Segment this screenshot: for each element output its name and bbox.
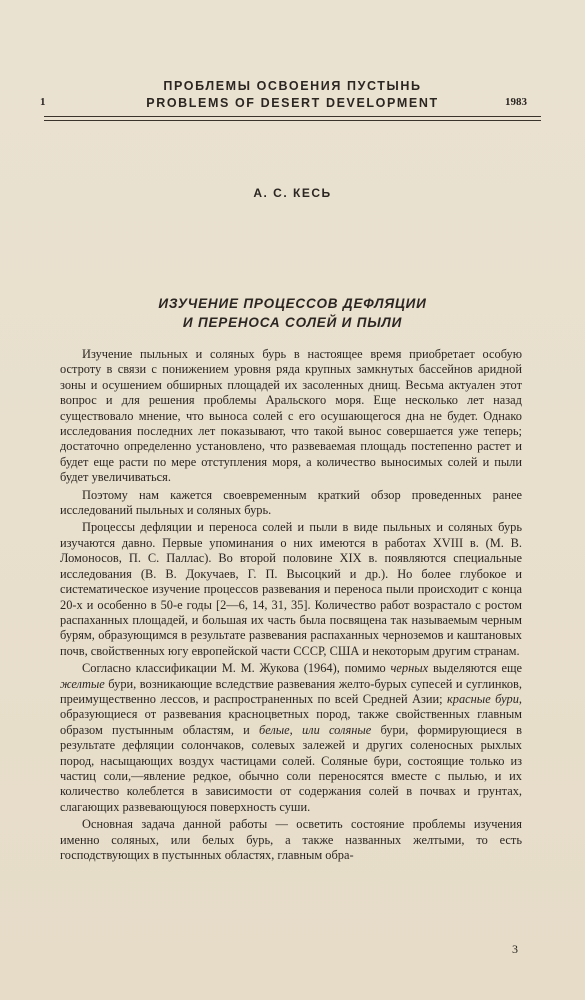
- p4-term-yellow: желтые: [60, 676, 105, 691]
- p4-term-red: красные бури: [446, 691, 519, 706]
- article-body: [60, 347, 522, 863]
- p4-text-g: , образующиеся от развевания красноцветных пород, также свойственных главным образом пустынным областям, и: [60, 691, 522, 737]
- author: А. С. КЕСЬ: [253, 186, 332, 200]
- p4-text-a: Согласно классификации М. М. Жукова (1964), помимо: [82, 661, 391, 676]
- paragraph-5: Основная задача данной работы — осветить состояние проблемы изучения именно соляных, или белых бурь, а также названных желтыми, то есть господствующих в пустынных областях, главным обра-: [60, 817, 522, 862]
- issue-number: 1: [40, 96, 46, 108]
- p4-text-c: выделяются еще: [428, 661, 522, 676]
- p4-text-e: бури, возникающие вследствие развевания желто-бурых супесей и суглинков, преимущественно лессов, и распространенных по всей Средней Азии;: [60, 676, 522, 706]
- article-title-line-1: ИЗУЧЕНИЕ ПРОЦЕССОВ ДЕФЛЯЦИИ: [158, 296, 427, 311]
- journal-title-en: PROBLEMS OF DESERT DEVELOPMENT: [146, 96, 439, 110]
- p4-text-i: бури, формирующиеся в результате дефляции солончаков, солевых залежей и других соленосных рыхлых пород, насыщающих воздух частицами солей. Соляные бури, состоящие только из частиц соли,—явление редкое, обычно соли переносятся вместе с пылью, и их количество колеблется в зависимости от содержания солей в почвах и грунтах, слагающих развевающуюся поверхность суши.: [60, 722, 522, 814]
- journal-title-ru: ПРОБЛЕМЫ ОСВОЕНИЯ ПУСТЫНЬ: [163, 79, 422, 93]
- p4-term-white: белые, или соляные: [258, 722, 372, 737]
- header-rule-thin: [44, 120, 541, 121]
- paragraph-3: Процессы дефляции и переноса солей и пыли в виде пыльных и соляных бурь изучаются давно. Первые упоминания о них имеются в работах XVIII в. (М. В. Ломоносов, П. С. Паллас). Во второй половине XIX в. появляются специальные исследования (В. В. Докучаев, Г. П. Высоцкий и др.). Но более глубокое и систематическое изучение процессов развевания и переноса пыли происходит с конца 20-х и особенно в 50-е годы [2—6, 14, 31, 35]. Количество работ возрастало с ростом распаханных площадей, и большая их часть была посвящена так называемым черным бурям, образующимся в результате развевания распаханных черноземов и каштановых почв, свойственных югу европейской части СССР, США и некоторым другим странам.: [60, 520, 522, 658]
- page-number: 3: [512, 942, 518, 956]
- paragraph-1: Изучение пыльных и соляных бурь в настоящее время приобретает особую остроту в связи с понижением уровня ряда крупных замкнутых бассейнов аридной зоны и осушением обширных площадей их засоленных днищ. Весьма актуален этот вопрос и для решения проблемы Аральского моря. Еще несколько лет назад существовало мнение, что выноса солей с его осушающегося дна не будет. Однако исследования последних лет показывают, что такой вынос совершается уже теперь; достаточно определенно установлено, что развеваемая площадь постепенно растет и будет еще расти по мере отступления моря, а количество выносимых солей и пыли будет увеличиваться.: [60, 347, 522, 485]
- article-title-line-2: И ПЕРЕНОСА СОЛЕЙ И ПЫЛИ: [182, 315, 403, 330]
- paragraph-4: [60, 661, 522, 815]
- p4-term-black: черных: [390, 661, 429, 676]
- paragraph-2: Поэтому нам кажется своевременным краткий обзор проведенных ранее исследований пыльных и соляных бурь.: [60, 487, 522, 518]
- header-rule-thick: [44, 116, 541, 117]
- article-title: [40, 294, 545, 332]
- issue-year: 1983: [505, 96, 527, 108]
- running-header: [40, 78, 545, 112]
